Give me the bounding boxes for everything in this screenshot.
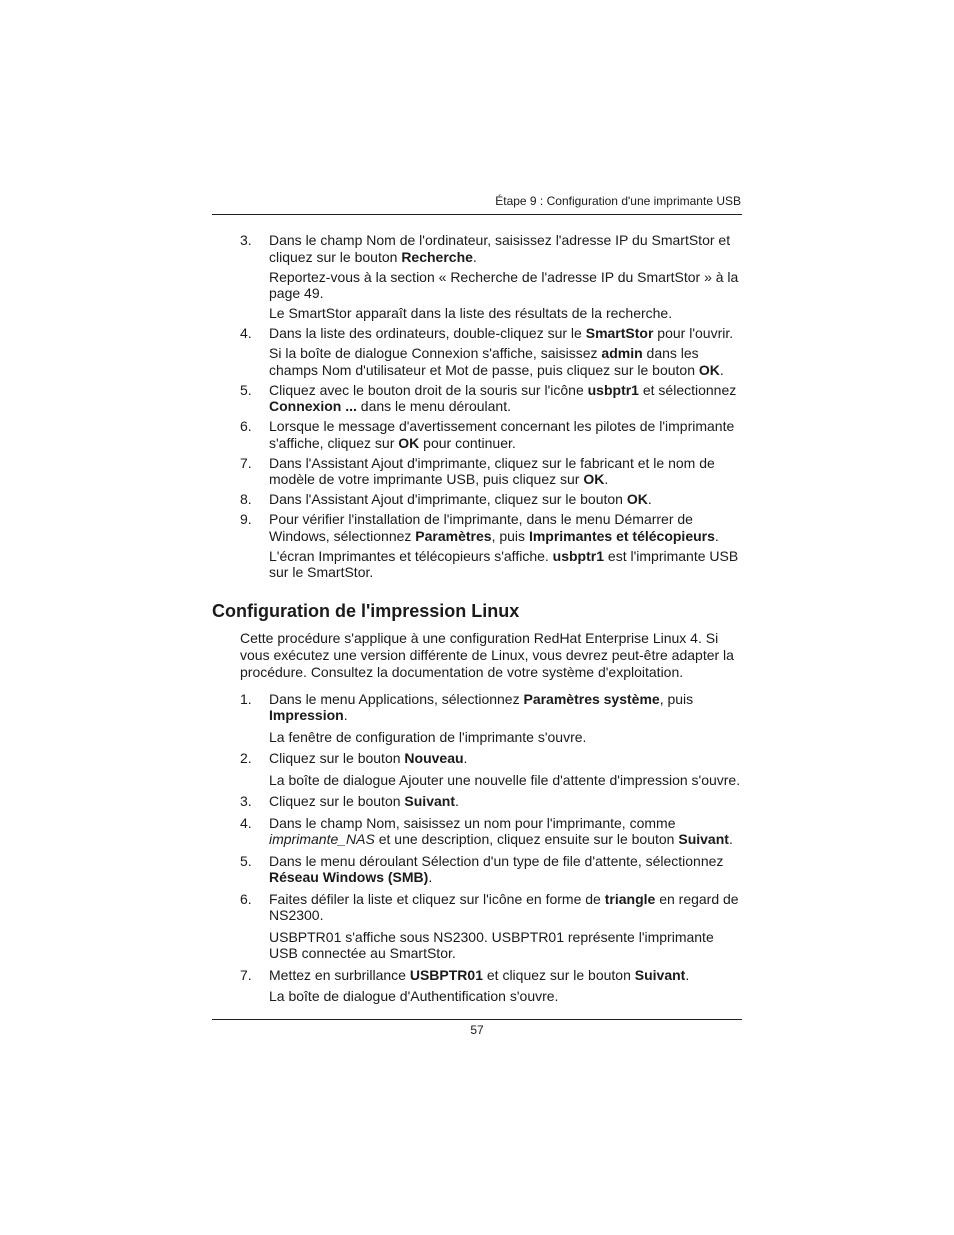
- list-item: [212, 891, 742, 962]
- step-text: Dans le champ Nom de l'ordinateur, saisissez l'adresse IP du SmartStor et cliquez sur le bouton Recherche.: [269, 232, 731, 265]
- step-note: La boîte de dialogue Ajouter une nouvelle file d'attente d'impression s'ouvre.: [269, 771, 741, 788]
- list-item: [212, 691, 742, 746]
- step-note: L'écran Imprimantes et télécopieurs s'affiche. usbptr1 est l'imprimante USB sur le SmartStor.: [269, 547, 739, 580]
- list-item: [212, 815, 742, 848]
- step-number: 7.: [240, 966, 252, 983]
- step-note: Reportez-vous à la section « Recherche de l'adresse IP du SmartStor » à la page 49.: [269, 268, 739, 301]
- list-item: [212, 382, 742, 415]
- step-text: Dans le champ Nom, saisissez un nom pour l'imprimante, comme imprimante_NAS et une description, cliquez ensuite sur le bouton Suivant.: [269, 814, 733, 847]
- step-number: 1.: [240, 690, 252, 707]
- step-number: 8.: [240, 491, 252, 507]
- step-note: Si la boîte de dialogue Connexion s'affiche, saisissez admin dans les champs Nom d'utilisateur et Mot de passe, puis cliquez sur le bouton OK.: [269, 345, 724, 378]
- step-number: 6.: [240, 418, 252, 434]
- windows-steps-list: [212, 232, 742, 581]
- list-item: [212, 455, 742, 488]
- footer-rule: [212, 1019, 742, 1020]
- header-rule: [212, 214, 742, 215]
- list-item: [212, 511, 742, 581]
- step-text: Faites défiler la liste et cliquez sur l'icône en forme de triangle en regard de NS2300.: [269, 890, 739, 923]
- list-item: [212, 793, 742, 810]
- step-text: Dans la liste des ordinateurs, double-cliquez sur le SmartStor pour l'ouvrir.: [269, 325, 734, 341]
- step-number: 7.: [240, 454, 252, 471]
- step-number: 5.: [240, 381, 252, 398]
- step-text: Cliquez avec le bouton droit de la souris sur l'icône usbptr1 et sélectionnez Connexion ... dans le menu déroulant.: [269, 381, 737, 414]
- step-number: 4.: [240, 325, 252, 341]
- step-text: Lorsque le message d'avertissement concernant les pilotes de l'imprimante s'affiche, cliquez sur OK pour continuer.: [269, 418, 735, 451]
- step-text: Dans le menu Applications, sélectionnez Paramètres système, puis Impression.: [269, 690, 694, 723]
- step-text: Dans l'Assistant Ajout d'imprimante, cliquez sur le bouton OK.: [269, 491, 652, 507]
- step-note: USBPTR01 s'affiche sous NS2300. USBPTR01 représente l'imprimante USB connectée au SmartStor.: [269, 928, 714, 961]
- list-item: [212, 491, 742, 508]
- step-text: Pour vérifier l'installation de l'imprimante, dans le menu Démarrer de Windows, sélectionnez Paramètres, puis Imprimantes et télécopieurs.: [269, 511, 719, 544]
- windows-steps-section: [212, 232, 742, 581]
- step-number: 4.: [240, 814, 252, 831]
- step-number: 3.: [240, 793, 252, 809]
- section-intro: Cette procédure s'applique à une configuration RedHat Enterprise Linux 4. Si vous exécutez une version différente de Linux, vous devrez peut-être adapter la procédure. Consultez la documentation de votre système d'exploitation.: [240, 629, 734, 680]
- step-note: Le SmartStor apparaît dans la liste des résultats de la recherche.: [269, 305, 673, 321]
- list-item: [212, 325, 742, 378]
- running-header: Étape 9 : Configuration d'une imprimante USB: [495, 194, 741, 208]
- step-text: Dans le menu déroulant Sélection d'un type de file d'attente, sélectionnez Réseau Windows (SMB).: [269, 852, 724, 885]
- list-item: [212, 853, 742, 886]
- step-number: 6.: [240, 890, 252, 907]
- step-number: 9.: [240, 511, 252, 527]
- step-note: La fenêtre de configuration de l'imprimante s'ouvre.: [269, 728, 587, 745]
- section-heading: Configuration de l'impression Linux: [212, 600, 520, 621]
- list-item: [212, 750, 742, 788]
- list-item: [212, 418, 742, 451]
- step-text: Cliquez sur le bouton Nouveau.: [269, 750, 468, 766]
- step-number: 3.: [240, 232, 252, 248]
- list-item: [212, 232, 742, 322]
- page-number: 57: [470, 1023, 484, 1037]
- step-text: Mettez en surbrillance USBPTR01 et cliquez sur le bouton Suivant.: [269, 966, 690, 983]
- linux-steps-section: [212, 691, 742, 1005]
- step-note: La boîte de dialogue d'Authentification s'ouvre.: [269, 988, 559, 1004]
- linux-steps-list: [212, 691, 742, 1005]
- list-item: [212, 967, 742, 1005]
- step-number: 2.: [240, 750, 252, 766]
- step-text: Dans l'Assistant Ajout d'imprimante, cliquez sur le fabricant et le nom de modèle de votre imprimante USB, puis cliquez sur OK.: [269, 454, 715, 487]
- step-number: 5.: [240, 852, 252, 869]
- step-text: Cliquez sur le bouton Suivant.: [269, 793, 459, 809]
- page-content: [212, 232, 742, 1010]
